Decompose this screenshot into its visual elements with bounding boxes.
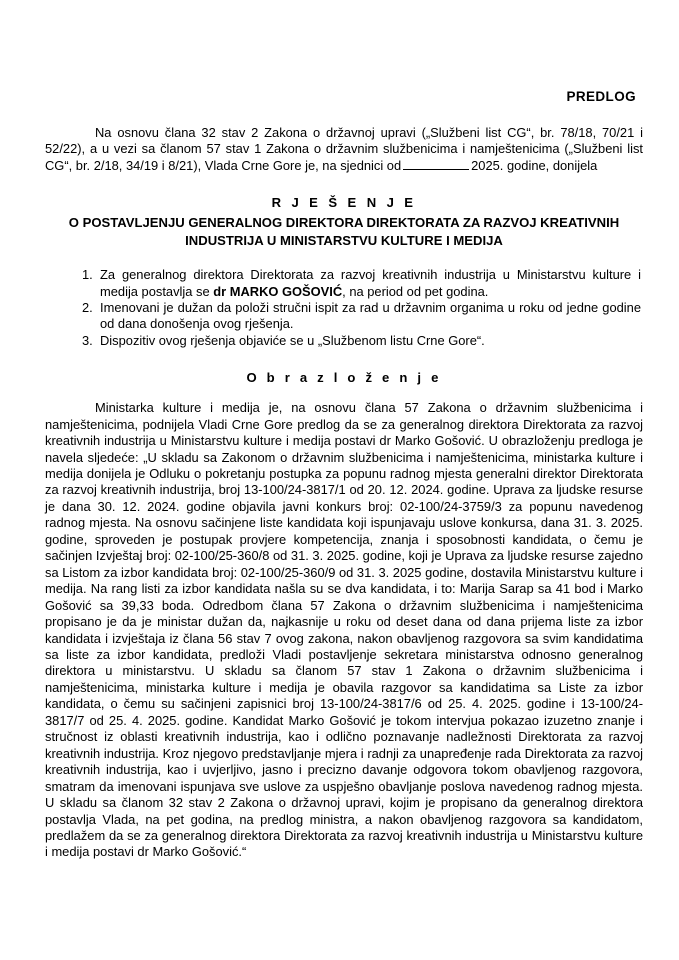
reasoning-heading: O b r a z l o ž e n j e: [246, 370, 442, 386]
session-date-blank: [403, 158, 469, 170]
document-header: [45, 0, 643, 106]
list-item-text: Za generalnog direktora Direktorata za razvoj kreativnih industrija u Ministarstvu kulture i medija postavlja se: [100, 267, 641, 299]
reasoning-paragraph: Ministarka kulture i medija je, na osnovu člana 57 Zakona o državnim službenicima i namještenicima, podnijela Vladi Crne Gore predlog da se za generalnog direktora Direktorata za razvoj kreativnih industrija u Ministarstvu kulture i medija postavi dr Marko Gošović. U obrazloženju predloga je navela sljedeće: „U skladu sa Zakonom o državnim službenicima i namještenicima, ministarka kulture i medija donijela je Odluku o pokretanju postupka za popunu radnog mjesta generalni direktor Direktorata za razvoj kreativnih industrija, broj 13-100/24-3817/1 od 20. 12. 2024. godine. Uprava za ljudske resurse je dana 30. 12. 2024. godine objavila javni konkurs broj: 02-100/24-3759/3 za popunu navedenog radnog mjesta. Na osnovu sačinjene liste kandidata koji ispunjavaju uslove konkursa, dana 31. 3. 2025. godine, sproveden je postupak provjere kompetencija, znanja i sposobnosti kandidata, o čemu je sačinjen Izvještaj broj: 02-100/25-360/8 od 31. 3. 2025. godine, koji je Uprava za ljudske resurse zajedno sa Listom za izbor kandidata broj: 02-100/25-360/9 od 31. 3. 2025 godine, dostavila Ministarstvu kulture i medija. Na rang listi za izbor kandidata našla su se dva kandidata, i to: Marija Sarap sa 41 bod i Marko Gošović sa 39,33 boda. Odredbom člana 57 Zakona o državnim službenicima i namještenicima propisano je da je ministar dužan da, najkasnije u roku od deset dana od dana prijema liste za izbor kandidata i izvještaja iz člana 56 stav 7 ovog zakona, nakon obavljenog razgovora sa svim kandidatima sa liste za izbor kandidata, predloži Vladi postavljenje sekretara ministarstva odnosno generalnog direktora u ministarstvu. U skladu sa članom 57 stav 1 Zakona o državnim službenicima i namještenicima, ministarka kulture i medija je obavila razgovor sa kandidatima sa Liste za izbor kandidata, o čemu su sačinjeni zapisnici broj 13-100/24-3817/6 od 25. 4. 2025. godine i 13-100/24-3817/7 od 25. 4. 2025. godine. Kandidat Marko Gošović je tokom intervjua pokazao izuzetno znanje i stručnost iz oblasti kreativnih industrija, kao i odlično poznavanje nadležnosti Direktorata za razvoj kreativnih industrija. Kroz njegovo predstavljanje mjera i radnji za unapređenje rada Direktorata za razvoj kreativnih industrija, kao i uvjerljivo, jasno i precizno davanje odgovora tokom obavljenog razgovora, smatram da imenovani ispunjava sve uslove za uspješno obavljanje poslova navedenog radnog mjesta. U skladu sa članom 32 stav 2 Zakona o državnoj upravi, kojim je propisano da generalnog direktora postavlja Vlada, na pet godina, na predlog ministra, a nakon obavljenog razgovora sa kandidatom, predlažem da se za generalnog direktora Direktorata za razvoj kreativnih industrija u Ministarstvu kulture i medija postavi dr Marko Gošović.“: [45, 400, 643, 860]
legal-basis-text-before-blank: Na osnovu člana 32 stav 2 Zakona o državnoj upravi („Službeni list CG“, br. 78/18, 70/21 i 52/22), a u vezi sa članom 57 stav 1 Zakona o državnim službenicima i namještenicima („Službeni list CG“, br. 2/18, 34/19 i 8/21), Vlada Crne Gore je, na sjednici od: [45, 125, 643, 173]
list-item-text: Imenovani je dužan da položi stručni ispit za rad u državnim organima u roku od jedne godine od dana donošenja ovog rješenja.: [100, 299, 641, 332]
appointee-name: dr MARKO GOŠOVIĆ: [213, 283, 343, 299]
legal-basis-paragraph: [45, 125, 643, 174]
list-item-text-tail: , na period od pet godina.: [342, 283, 489, 299]
list-item: [82, 267, 641, 300]
decision-title-block: [45, 194, 643, 249]
decision-title-subject: O POSTAVLJENJU GENERALNOG DIREKTORA DIREKTORATA ZA RAZVOJ KREATIVNIH INDUSTRIJA U MINISTARSTVU KULTURE I MEDIJA: [68, 215, 620, 248]
list-item-number: 1.: [82, 267, 93, 283]
list-item-number: 3.: [82, 332, 93, 348]
list-item: [82, 333, 641, 349]
list-item-number: 2.: [82, 299, 93, 315]
decision-title-main: R J E Š E N J E: [271, 195, 417, 211]
dispositive-list: [45, 267, 643, 349]
list-item-text: Dispozitiv ovog rješenja objaviće se u „Službenom listu Crne Gore“.: [100, 332, 485, 348]
legal-basis-text-after-blank: 2025. godine, donijela: [471, 157, 598, 173]
list-item: [82, 300, 641, 333]
document-status-label: PREDLOG: [566, 89, 636, 104]
